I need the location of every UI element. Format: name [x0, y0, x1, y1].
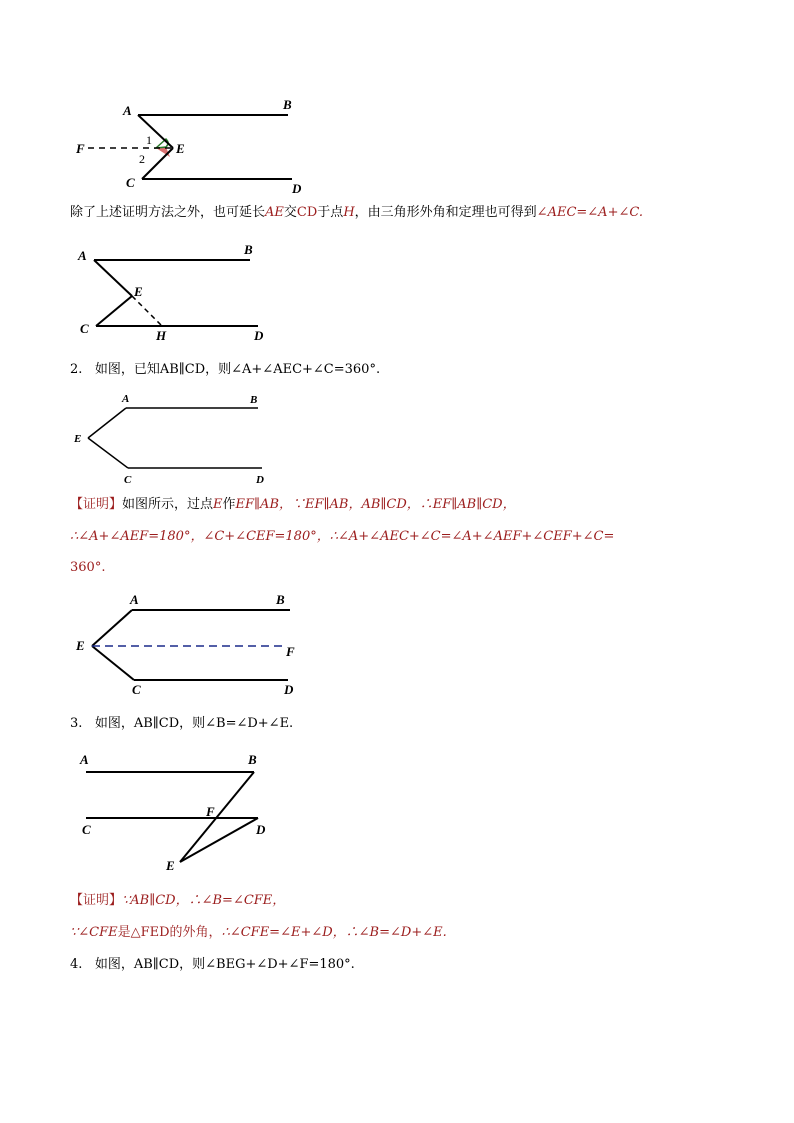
- label-a: A: [122, 393, 130, 405]
- label-h: H: [156, 328, 167, 343]
- label-d: D: [284, 682, 294, 697]
- figure-4: [70, 590, 310, 700]
- figure-1: [70, 95, 310, 200]
- label-a: A: [78, 248, 87, 263]
- segment-ae: [138, 115, 173, 148]
- label-e: E: [176, 141, 185, 156]
- segment-ea: [88, 408, 126, 438]
- segment-ae: [94, 260, 132, 296]
- figure-5: [70, 748, 290, 878]
- label-c: C: [126, 175, 135, 190]
- problem-2: 2. 如图，已知AB∥CD，则∠A+∠AEC+∠C=360°.: [70, 362, 381, 377]
- proof-2-line-1: 【证明】如图所示，过点E作EF∥AB，∵EF∥AB，AB∥CD，∴EF∥AB∥CD，: [70, 497, 516, 512]
- segment-ec: [142, 148, 173, 179]
- figure-3: [70, 390, 280, 490]
- segment-eh-dashed: [132, 296, 162, 326]
- label-d: D: [256, 822, 266, 837]
- label-c: C: [132, 682, 141, 697]
- problem-3: 3. 如图，AB∥CD，则∠B=∠D+∠E.: [70, 716, 294, 731]
- proof-3-line-2: ∵∠CFE是△FED的外角，∴∠CFE=∠E+∠D，∴∠B=∠D+∠E.: [70, 925, 447, 940]
- proof-2-line-2: ∴∠A+∠AEF=180°，∠C+∠CEF=180°，∴∠A+∠AEC+∠C=∠A+∠AEF+∠CEF+∠C=: [70, 529, 615, 544]
- label-b: B: [283, 97, 292, 112]
- label-c: C: [80, 321, 89, 336]
- label-f: F: [286, 644, 295, 659]
- label-e: E: [74, 433, 82, 445]
- label-a: A: [80, 752, 89, 767]
- label-a: A: [123, 103, 132, 118]
- segment-ec: [92, 646, 134, 680]
- problem-4: 4. 如图，AB∥CD，则∠BEG+∠D+∠F=180°.: [70, 957, 355, 972]
- proof-2-line-3: 360°.: [70, 560, 106, 575]
- label-e: E: [76, 638, 85, 653]
- label-e: E: [134, 284, 143, 299]
- label-c: C: [124, 474, 132, 486]
- label-d: D: [254, 328, 264, 343]
- text-alternative-method: 除了上述证明方法之外，也可延长AE交CD于点H，由三角形外角和定理也可得到∠AEC=∠A+∠C.: [70, 205, 643, 220]
- label-b: B: [248, 752, 257, 767]
- label-e: E: [166, 858, 175, 873]
- label-f: F: [76, 141, 85, 156]
- label-b: B: [244, 242, 253, 257]
- label-c: C: [82, 822, 91, 837]
- label-a: A: [130, 592, 139, 607]
- label-f: F: [206, 804, 215, 819]
- label-d: D: [292, 181, 302, 196]
- label-b: B: [250, 394, 258, 406]
- segment-ec: [88, 438, 128, 468]
- proof-3-line-1: 【证明】∵AB∥CD，∴∠B=∠CFE，: [70, 893, 286, 908]
- figure-2: [70, 240, 290, 350]
- label-angle-2: 2: [139, 152, 145, 166]
- segment-ea: [92, 610, 132, 646]
- label-angle-1: 1: [146, 133, 152, 147]
- label-d: D: [256, 474, 264, 486]
- segment-ec: [96, 296, 132, 326]
- segment-ed: [180, 818, 258, 862]
- label-b: B: [276, 592, 285, 607]
